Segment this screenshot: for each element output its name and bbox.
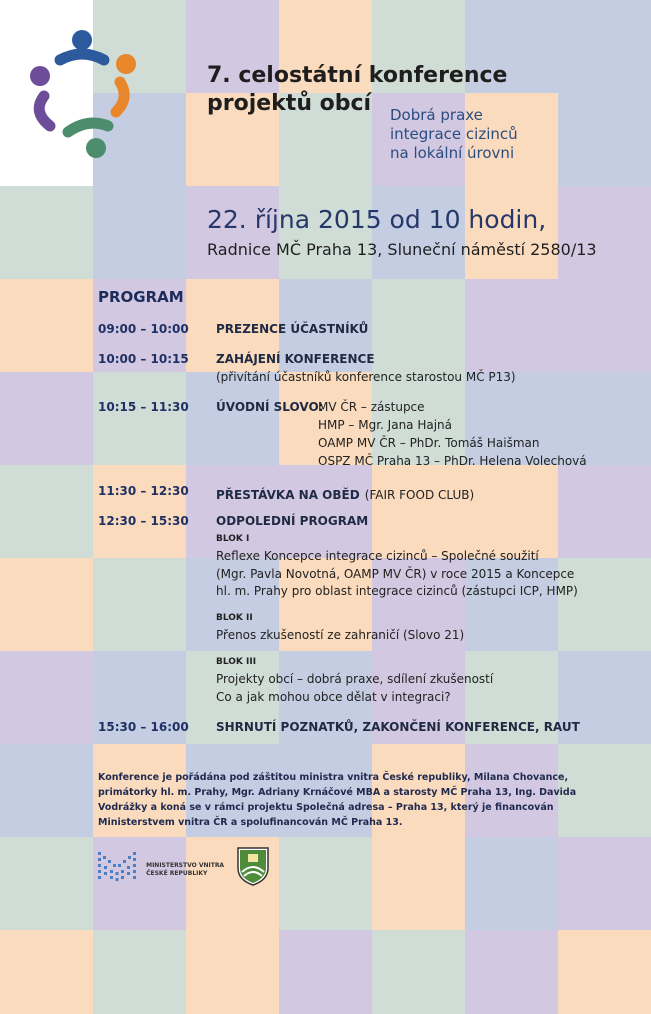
background-tile — [93, 372, 186, 465]
background-tile — [93, 558, 186, 651]
background-tile — [372, 279, 465, 372]
blok-line: Co a jak mohou obce dělat v integraci? — [216, 690, 451, 704]
time-slot: 12:30 – 15:30 — [98, 514, 189, 528]
logo-arm-top — [60, 54, 104, 60]
background-tile — [0, 651, 93, 744]
agenda-title-extra: (FAIR FOOD CLUB) — [364, 488, 475, 502]
background-tile — [372, 837, 465, 930]
time-slot: 10:00 – 10:15 — [98, 352, 189, 366]
background-tile — [186, 372, 279, 465]
program-heading: PROGRAM — [98, 288, 184, 306]
background-tile — [558, 279, 651, 372]
subtitle-line: integrace cizinců — [390, 125, 518, 143]
speaker-line: HMP – Mgr. Jana Hajná — [318, 418, 453, 432]
background-tile — [0, 372, 93, 465]
background-tile — [558, 837, 651, 930]
subtitle-line: na lokální úrovni — [390, 144, 515, 162]
praha13-crest-icon — [236, 846, 270, 886]
blok-line: Projekty obcí – dobrá praxe, sdílení zkušeností — [216, 672, 494, 686]
agenda-title: PŘESTÁVKA NA OBĚD — [216, 488, 360, 502]
speaker-line: OAMP MV ČR – PhDr. Tomáš Haišman — [318, 436, 540, 450]
blok-line: hl. m. Prahy pro oblast integrace cizinců (zástupci ICP, HMP) — [216, 584, 578, 598]
ministry-name — [146, 862, 224, 878]
blok-line: (Mgr. Pavla Novotná, OAMP MV ČR) v roce 2015 a Koncepce — [216, 567, 575, 581]
background-tile — [93, 930, 186, 1014]
agenda-title-row — [216, 484, 474, 503]
background-tile — [0, 837, 93, 930]
conference-subtitle — [390, 106, 518, 163]
background-tile — [0, 930, 93, 1014]
logo-arm-bottom — [68, 123, 108, 132]
background-tile — [558, 0, 651, 93]
ministry-name-line2: ČESKÉ REPUBLIKY — [146, 870, 208, 877]
agenda-note: (přivítání účastníků konference starostou MČ P13) — [216, 370, 516, 384]
background-tile — [93, 837, 186, 930]
blok-line: Přenos zkušeností ze zahraničí (Slovo 21) — [216, 628, 465, 642]
background-tile — [186, 930, 279, 1014]
conference-logo — [22, 26, 142, 161]
background-tile — [558, 465, 651, 558]
footer-patronage-text: Konference je pořádána pod záštitou ministra vnitra České republiky, Milana Chovance, primátorky hl. m. Prahy, Mgr. Adriany Krnáčové MBA a starosty MČ Praha 13, Ing. Davida Vodrážky a koná se v rámci projektu Společná adresa – Praha 13, který je financován Ministerstvem vnitra ČR a spolufinancován MČ Praha 13. — [98, 772, 577, 828]
time-slot: 11:30 – 12:30 — [98, 484, 189, 498]
event-venue: Radnice MČ Praha 13, Sluneční náměstí 2580/13 — [207, 240, 597, 259]
logo-dot-left — [30, 66, 50, 86]
agenda-title: ZAHÁJENÍ KONFERENCE — [216, 352, 375, 366]
background-tile — [558, 372, 651, 465]
agenda-title: ODPOLEDNÍ PROGRAM — [216, 514, 369, 528]
subtitle-line: Dobrá praxe — [390, 106, 483, 124]
ministry-emblem-icon — [98, 852, 138, 882]
agenda-title: ÚVODNÍ SLOVO: — [216, 400, 324, 414]
speaker-line: OSPZ MČ Praha 13 – PhDr. Helena Volechová — [318, 454, 587, 468]
conference-title-line2: projektů obcí — [207, 91, 372, 116]
background-tile — [186, 465, 279, 558]
blok-label: BLOK II — [216, 613, 253, 623]
time-slot: 15:30 – 16:00 — [98, 720, 189, 734]
logo-arm-left — [39, 96, 50, 126]
background-tile — [465, 837, 558, 930]
conference-title-line1: 7. celostátní konference — [207, 63, 508, 88]
background-tile — [0, 279, 93, 372]
background-tile — [279, 465, 372, 558]
background-tile — [93, 465, 186, 558]
background-tile — [279, 930, 372, 1014]
background-tile — [465, 372, 558, 465]
background-tile — [465, 465, 558, 558]
logo-dot-bottom — [86, 138, 106, 158]
background-tile — [558, 186, 651, 279]
agenda-title: PREZENCE ÚČASTNÍKŮ — [216, 322, 369, 336]
logo-dot-right — [116, 54, 136, 74]
logo-dot-top — [72, 30, 92, 50]
background-tile — [558, 93, 651, 186]
background-tile — [0, 558, 93, 651]
background-tile — [372, 465, 465, 558]
blok-label: BLOK I — [216, 534, 250, 544]
ministry-logo — [98, 852, 224, 882]
background-tile — [465, 279, 558, 372]
background-tile — [558, 930, 651, 1014]
background-tile — [279, 837, 372, 930]
agenda-title: SHRNUTÍ POZNATKŮ, ZAKONČENÍ KONFERENCE, RAUT — [216, 720, 580, 734]
speaker-line: MV ČR – zástupce — [318, 400, 425, 414]
ministry-name-line1: MINISTERSTVO VNITRA — [146, 862, 225, 869]
time-slot: 10:15 – 11:30 — [98, 400, 189, 414]
background-tile — [0, 186, 93, 279]
background-tile — [0, 744, 93, 837]
time-slot: 09:00 – 10:00 — [98, 322, 189, 336]
blok-label: BLOK III — [216, 657, 257, 667]
logo-arm-right — [116, 82, 124, 112]
blok-line: Reflexe Koncepce integrace cizinců – Společné soužití — [216, 549, 539, 563]
background-tile — [93, 186, 186, 279]
background-tile — [0, 465, 93, 558]
background-tile — [372, 930, 465, 1014]
event-date: 22. října 2015 od 10 hodin, — [207, 205, 547, 234]
background-tile — [465, 930, 558, 1014]
